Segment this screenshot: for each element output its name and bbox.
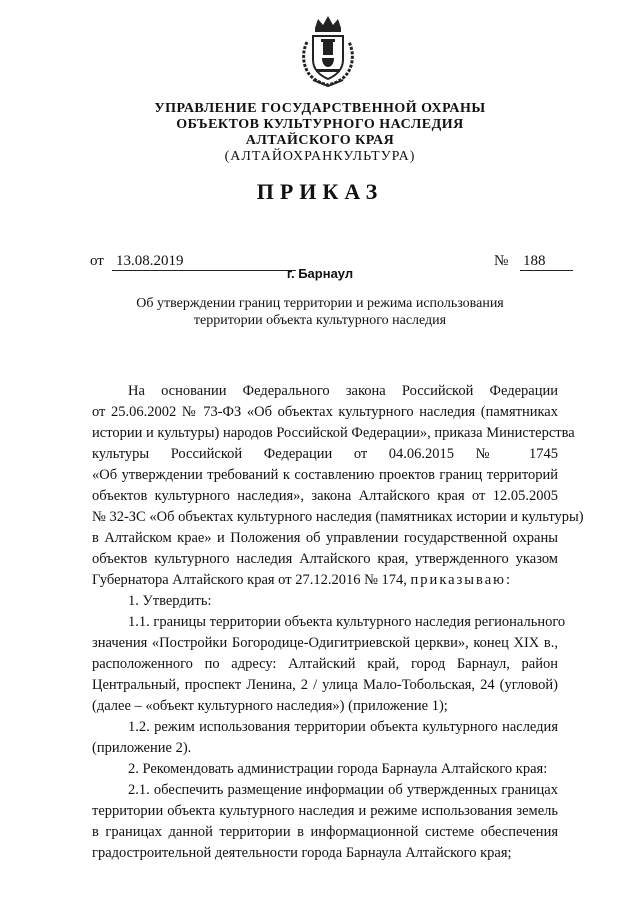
city: г. Барнаул (286, 266, 354, 281)
order-word: приказываю: (410, 572, 512, 588)
body-line: На основании Федерального закона Российской Федерации (128, 383, 558, 399)
body-line: Центральный, проспект Ленина, 2 / улица Мало-Тобольская, 24 (угловой) (92, 677, 558, 693)
document-type-title: ПРИКАЗ (256, 179, 384, 204)
organization-abbreviation: (АЛТАЙОХРАНКУЛЬТУРА) (224, 149, 416, 164)
body-line (92, 570, 558, 590)
list-item-2-1: 2.1. обеспечить размещение информации об утвержденных границах (128, 782, 558, 798)
document-date: 13.08.2019 (112, 253, 296, 271)
body-line: истории и культуры) народов Российской Федерации», приказа Министерства (92, 425, 575, 441)
altai-krai-coat-of-arms-icon (299, 14, 357, 88)
document-subject-line: Об утверждении границ территории и режима использования (136, 296, 504, 311)
body-line: объектов культурного наследия», закона Алтайского края от 12.05.2005 (92, 488, 558, 504)
body-line: от 25.06.2002 № 73-ФЗ «Об объектах культурного наследия (памятниках (92, 404, 558, 420)
body-line: территории объекта культурного наследия и режиме использования земель (92, 803, 558, 819)
body-line: «Об утверждении требований к составлению проектов границ территорий (92, 467, 558, 483)
body-line: объектов культурного наследия Алтайского края, утвержденного указом (92, 551, 558, 567)
list-item-1-2: 1.2. режим использования территории объекта культурного наследия (128, 719, 558, 735)
body-line: градостроительной деятельности города Барнаула Алтайского края; (92, 845, 512, 861)
document-subject-line: территории объекта культурного наследия (193, 313, 447, 328)
body-line: в границах данной территории в информационной системе обеспечения (92, 824, 558, 840)
body-line: (далее – «объект культурного наследия») (приложение 1); (92, 698, 448, 714)
date-prefix: от (90, 253, 104, 269)
organization-name-line: УПРАВЛЕНИЕ ГОСУДАРСТВЕННОЙ ОХРАНЫ (154, 101, 486, 116)
number-prefix: № (494, 253, 509, 269)
document-number: 188 (520, 253, 573, 271)
list-item-2: 2. Рекомендовать администрации города Барнаула Алтайского края: (128, 761, 548, 777)
body-line: (приложение 2). (92, 740, 192, 756)
organization-name-line: АЛТАЙСКОГО КРАЯ (245, 133, 395, 148)
body-text: Губернатора Алтайского края от 27.12.2016 № 174, (92, 572, 411, 588)
body-line: расположенного по адресу: Алтайский край, город Барнаул, район (92, 656, 558, 672)
body-line: в Алтайском крае» и Положения об управлении государственной охраны (92, 530, 558, 546)
organization-name-line: ОБЪЕКТОВ КУЛЬТУРНОГО НАСЛЕДИЯ (176, 117, 464, 132)
body-line: значения «Постройки Богородице-Одигитриевской церкви», конец XIX в., (92, 635, 558, 651)
body-line: № 32-ЗС «Об объектах культурного наследия (памятниках истории и культуры) (92, 509, 584, 525)
body-line: культуры Российской Федерации от 04.06.2015 № 1745 (92, 446, 558, 462)
list-item-1: 1. Утвердить: (128, 593, 212, 609)
list-item-1-1: 1.1. границы территории объекта культурного наследия регионального (128, 614, 566, 630)
